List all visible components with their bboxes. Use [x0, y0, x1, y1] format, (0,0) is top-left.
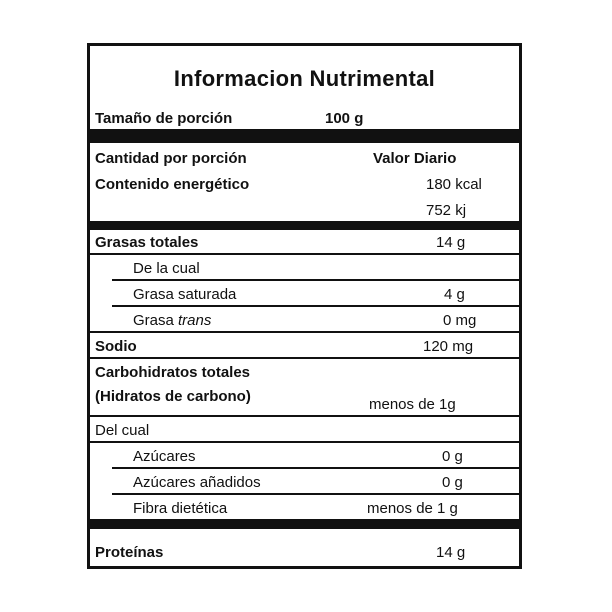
trans-fat-label-italic: trans: [178, 312, 212, 329]
row-divider: [90, 415, 519, 417]
row-divider: [90, 357, 519, 359]
row-divider: [90, 441, 519, 443]
trans-fat-label-prefix: Grasa: [133, 312, 179, 329]
trans-fat-label: [133, 312, 211, 330]
serving-size-value: 100 g: [325, 110, 364, 127]
fiber-value: menos de 1 g: [367, 500, 458, 517]
protein-value: 14 g: [436, 544, 466, 561]
total-fat-label: Grasas totales: [95, 234, 199, 251]
added-sugars-value: 0 g: [442, 474, 463, 491]
sodium-label: Sodio: [95, 338, 137, 355]
energy-kcal-value: 180 kcal: [426, 176, 482, 193]
sugars-label: Azúcares: [133, 448, 196, 465]
saturated-fat-value: 4 g: [444, 286, 465, 303]
row-divider: [112, 305, 519, 307]
saturated-fat-label: Grasa saturada: [133, 286, 237, 303]
of-which-label: De la cual: [133, 260, 200, 277]
nutrition-facts-label: [87, 43, 522, 569]
row-divider: [112, 467, 519, 469]
daily-value-header: Valor Diario: [373, 150, 457, 167]
total-carbs-label: Carbohidratos totales: [95, 364, 251, 381]
sugars-value: 0 g: [442, 448, 463, 465]
sodium-value: 120 mg: [423, 338, 474, 355]
amount-per-serving-label: Cantidad por porción: [95, 150, 247, 167]
row-divider: [90, 253, 519, 255]
added-sugars-label: Azúcares añadidos: [133, 474, 261, 491]
total-fat-value: 14 g: [436, 234, 466, 251]
protein-label: Proteínas: [95, 544, 164, 561]
fiber-label: Fibra dietética: [133, 500, 228, 517]
energy-kj-value: 752 kj: [426, 202, 467, 219]
thick-divider: [90, 221, 519, 230]
row-divider: [112, 493, 519, 495]
thick-divider: [90, 519, 519, 529]
carbs-alt-label: (Hidratos de carbono): [95, 388, 251, 405]
serving-size-label: Tamaño de porción: [95, 110, 233, 127]
of-which-carbs-label: Del cual: [95, 422, 150, 439]
row-divider: [90, 331, 519, 333]
label-title: Informacion Nutrimental: [173, 66, 436, 91]
energy-label: Contenido energético: [95, 176, 250, 193]
total-carbs-value: menos de 1g: [369, 396, 456, 413]
row-divider: [112, 279, 519, 281]
trans-fat-value: 0 mg: [443, 312, 477, 329]
thick-divider: [90, 129, 519, 143]
